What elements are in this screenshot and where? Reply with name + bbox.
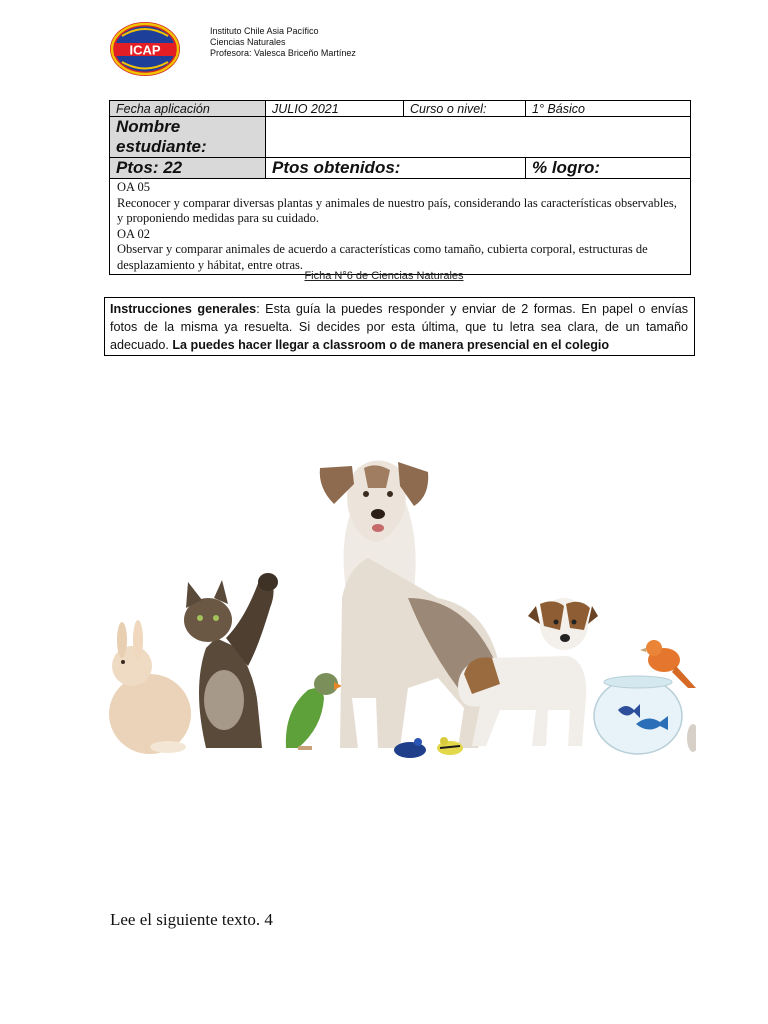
- grade-label: Curso o nivel:: [404, 101, 526, 117]
- oa-description: Observar y comparar animales de acuerdo a características como tamaño, cubierta corporal, estructuras de desplazamiento y hábitat, entre otras.: [117, 242, 648, 272]
- instruction-footer: Lee el siguiente texto. 4: [110, 910, 273, 929]
- teacher-name: Profesora: Valesca Briceño Martínez: [210, 48, 356, 58]
- instructions-tail: La puedes hacer llegar a classroom o de manera presencial en el colegio: [172, 338, 610, 352]
- learning-objectives: [110, 179, 691, 275]
- parrot-icon: [286, 673, 342, 750]
- achievement-label: % logro:: [526, 158, 691, 179]
- student-name-label: Nombre estudiante:: [110, 117, 266, 158]
- animals-illustration: [108, 448, 696, 764]
- date-label: Fecha aplicación: [110, 101, 266, 117]
- frog-icon: [394, 737, 463, 758]
- instructions-lead: Instrucciones generales: [110, 302, 257, 316]
- student-name-field[interactable]: [266, 117, 691, 158]
- obtained-points-label: Ptos obtenidos:: [266, 158, 526, 179]
- rabbit-icon: [109, 620, 191, 754]
- date-value: JULIO 2021: [266, 101, 404, 117]
- instructions-text: : Esta guía la puedes responder y enviar de 2 formas. En papel o envías fotos de la misma ya resuelta. Si decides por esta última, que tu letra sea clara, de un tamaño adecuado.: [110, 302, 688, 352]
- total-points-label: Ptos: 22: [110, 158, 266, 179]
- school-logo: [108, 20, 182, 78]
- cat-icon: [184, 573, 278, 748]
- oa-code: OA 02: [117, 226, 150, 241]
- instructions-box: [104, 297, 695, 356]
- svg-text:ICAP: ICAP: [129, 42, 161, 58]
- terrier-icon: [458, 598, 598, 746]
- subject-name: Ciencias Naturales: [210, 37, 286, 47]
- fishbowl-icon: [594, 676, 682, 754]
- student-info-table: [109, 100, 691, 275]
- grade-value: 1° Básico: [526, 101, 691, 117]
- school-name: Instituto Chile Asia Pacífico: [210, 26, 319, 36]
- oa-code: OA 05: [117, 180, 150, 194]
- oa-description: Reconocer y comparar diversas plantas y animales de nuestro país, considerando las características observables, y proponiendo medidas para su cuidado.: [117, 195, 677, 225]
- worksheet-title: Ficha N°6 de Ciencias Naturales: [304, 270, 464, 282]
- school-header: [210, 26, 356, 59]
